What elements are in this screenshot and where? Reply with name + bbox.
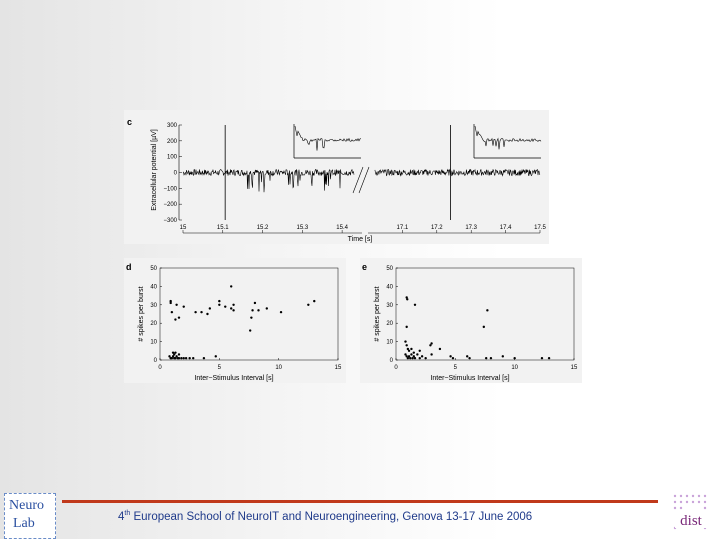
scatter-point (251, 309, 253, 311)
panel-label-d: d (126, 262, 132, 272)
plot-frame (160, 268, 338, 360)
scatter-point (178, 316, 180, 318)
x-tick-label: 17.3 (465, 225, 478, 231)
y-axis-label: # spikes per burst (374, 286, 381, 342)
scatter-point (280, 311, 282, 313)
x-tick-label: 0 (158, 365, 162, 371)
scatter-point (419, 350, 421, 352)
scatter-point (257, 309, 259, 311)
scatter-point (405, 326, 407, 328)
y-axis-label: # spikes per burst (138, 286, 145, 342)
y-tick-label: 50 (150, 266, 157, 272)
scatter-point (232, 309, 234, 311)
scatter-point (408, 350, 410, 352)
scatter-point (188, 357, 190, 359)
x-tick-label: 5 (453, 365, 458, 371)
scatter-point (230, 285, 232, 287)
x-tick-label: 15 (179, 225, 187, 231)
y-tick-label: 100 (166, 154, 177, 161)
logo-text-line2: Lab (13, 516, 35, 531)
y-tick-label: 0 (389, 358, 393, 364)
scatter-point (439, 348, 441, 350)
scatter-point (419, 357, 421, 359)
x-tick-label: 15.4 (336, 225, 348, 231)
scatter-point (413, 351, 415, 353)
inset-2 (474, 124, 541, 158)
logo-text: dist (680, 513, 702, 529)
scatter-point (178, 357, 180, 359)
scatter-point (468, 357, 470, 359)
x-tick-label: 10 (275, 365, 283, 371)
y-tick-label: 30 (150, 302, 157, 309)
scatter-point (174, 318, 176, 320)
x-tick-label: 15.3 (296, 225, 309, 231)
scatter-point (548, 357, 550, 359)
footer-caption (118, 510, 532, 523)
dist-logo (669, 490, 713, 534)
scatter-point (410, 353, 412, 355)
x-tick-label: 17.5 (534, 225, 546, 231)
scatter-point (430, 342, 432, 344)
y-tick-label: −100 (163, 186, 177, 193)
figure-panel-e (360, 258, 582, 383)
scatter-point (313, 300, 315, 302)
y-tick-label: 50 (386, 266, 393, 272)
scatter-point (183, 305, 185, 307)
trace-line (183, 169, 540, 192)
scatter-point (254, 302, 256, 304)
x-tick-label: 15 (334, 365, 342, 371)
x-tick-label: 17.4 (499, 225, 512, 231)
x-tick-label: 10 (511, 365, 519, 371)
scatter-point (409, 357, 411, 359)
scatter-point (194, 311, 196, 313)
scatter-point (206, 313, 208, 315)
scatter-point (185, 357, 187, 359)
scatter-point (405, 344, 407, 346)
figure-panel-d (124, 258, 346, 383)
x-axis-label: Inter−Stimulus Interval [s] (430, 375, 510, 382)
scatter-point (421, 355, 423, 357)
scatter-point (249, 329, 251, 331)
y-tick-label: 0 (173, 170, 177, 177)
trace-chart (124, 110, 549, 244)
scatter-point (414, 357, 416, 359)
x-axis-label: Time [s] (347, 236, 373, 243)
scatter-point (452, 357, 454, 359)
inset-1 (294, 124, 361, 158)
scatter-point (410, 348, 412, 350)
scatter-point (513, 357, 515, 359)
scatter-point (424, 357, 426, 359)
scatter-point (224, 305, 226, 307)
scatter-point (502, 355, 504, 357)
scatter-point (486, 309, 488, 311)
scatter-point (404, 340, 406, 342)
scatter-point (250, 316, 252, 318)
scatter-point (307, 304, 309, 306)
x-tick-label: 5 (217, 365, 222, 371)
scatter-point (200, 311, 202, 313)
scatter-point (232, 304, 234, 306)
x-tick-label: 15.2 (256, 225, 269, 231)
y-tick-label: 200 (166, 138, 177, 145)
scatter-point (171, 311, 173, 313)
scatter-point (180, 357, 182, 359)
scatter-point (406, 298, 408, 300)
y-tick-label: 10 (386, 339, 393, 346)
inset-trace-2 (475, 126, 541, 149)
scatter-point (266, 307, 268, 309)
y-tick-label: 0 (153, 358, 157, 364)
scatter-point (192, 357, 194, 359)
y-tick-label: 300 (166, 123, 177, 129)
axis-break-icon (353, 167, 369, 193)
scatter-point (483, 326, 485, 328)
scatter-point (175, 304, 177, 306)
x-tick-label: 15 (570, 365, 578, 371)
inset-trace-1 (295, 126, 361, 151)
x-tick-label: 17.2 (430, 225, 443, 231)
scatter-point (485, 357, 487, 359)
x-axis-label: Inter−Stimulus Interval [s] (194, 375, 274, 382)
dist-logo-graphic (669, 490, 713, 534)
scatter-point (416, 353, 418, 355)
neurolab-logo (4, 493, 56, 539)
scatter-point (209, 307, 211, 309)
scatter-point (218, 300, 220, 302)
x-tick-label: 17.1 (396, 225, 409, 231)
scatter-chart-d (124, 258, 346, 383)
scatter-chart-e (360, 258, 582, 383)
y-tick-label: 20 (150, 321, 157, 328)
y-tick-label: −200 (163, 202, 177, 209)
y-axis-label: Extracellular potential [µV] (151, 129, 158, 211)
logo-text-line1: Neuro (9, 498, 44, 513)
scatter-point (541, 357, 543, 359)
footer-divider (62, 500, 658, 503)
scatter-point (490, 357, 492, 359)
x-tick-label: 15.1 (216, 225, 229, 231)
panel-label-e: e (362, 262, 368, 272)
y-tick-label: −300 (163, 218, 177, 224)
y-tick-label: 10 (150, 339, 157, 346)
scatter-point (203, 357, 205, 359)
scatter-point (218, 304, 220, 306)
scatter-point (430, 353, 432, 355)
scatter-point (169, 302, 171, 304)
footer-title: European School of NeuroIT and Neuroengineering, Genova 13-17 June 2006 (130, 510, 533, 523)
y-tick-label: 20 (386, 321, 393, 328)
scatter-point (215, 355, 217, 357)
footer-ordinal: 4 (118, 510, 125, 523)
scatter-point (466, 355, 468, 357)
y-tick-label: 30 (386, 302, 393, 309)
panel-label-c: c (127, 117, 133, 127)
plot-frame (396, 268, 574, 360)
scatter-point (178, 353, 180, 355)
figure-panel-c (124, 110, 549, 244)
y-tick-label: 40 (150, 284, 157, 291)
scatter-point (414, 304, 416, 306)
scatter-point (183, 357, 185, 359)
scatter-point (449, 355, 451, 357)
x-tick-label: 0 (394, 365, 398, 371)
scatter-point (173, 353, 175, 355)
scatter-point (230, 307, 232, 309)
y-tick-label: 40 (386, 284, 393, 291)
footer-ordinal-suffix: th (124, 510, 131, 517)
